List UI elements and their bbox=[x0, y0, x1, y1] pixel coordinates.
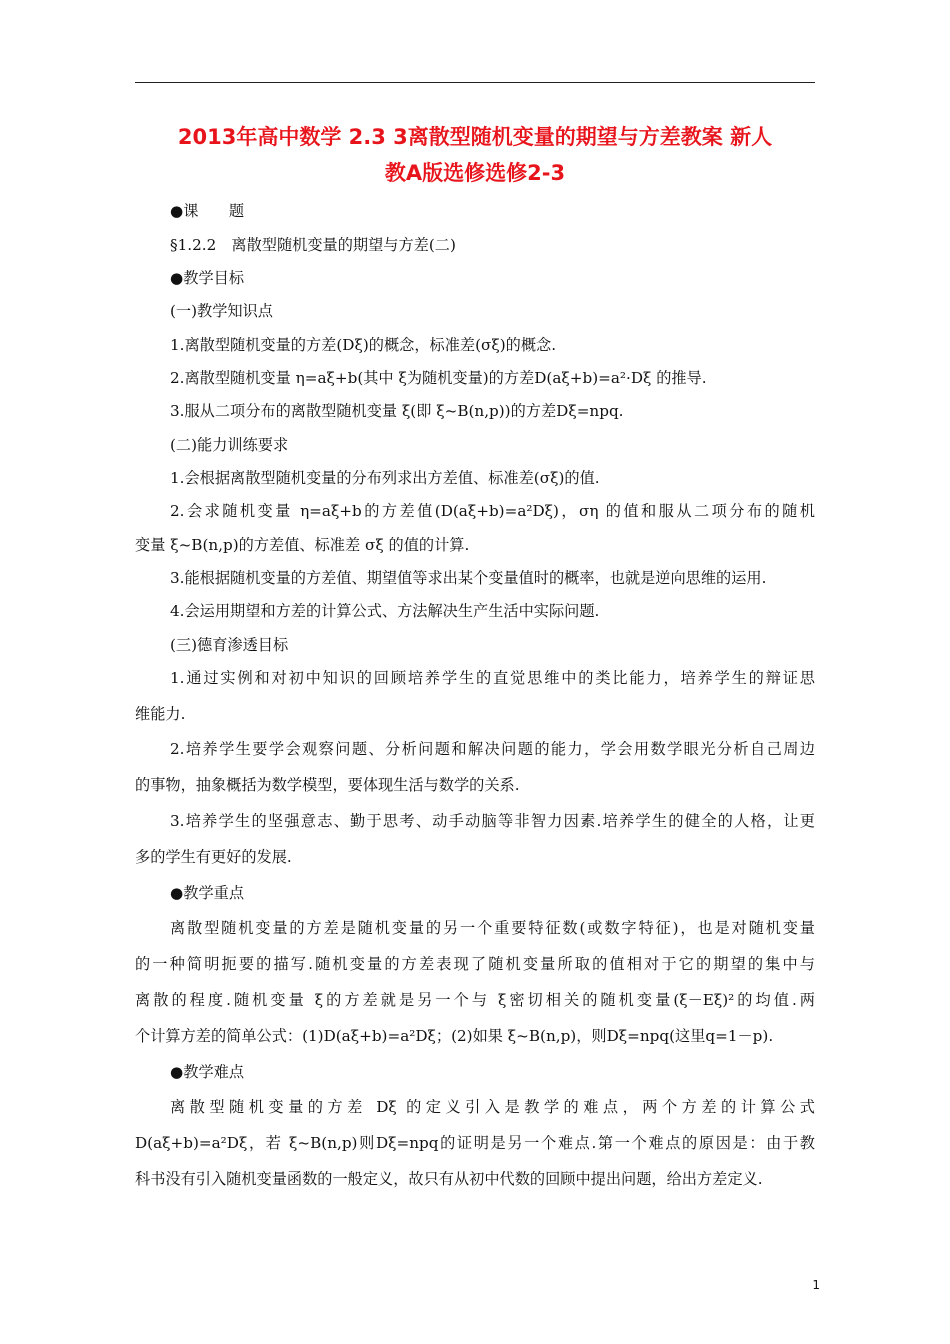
key-points-line2: 的一种简明扼要的描写.随机变量的方差表现了随机变量所取的值相对于它的期望的集中与 bbox=[135, 955, 815, 973]
subheading-knowledge: (一)教学知识点 bbox=[170, 302, 273, 320]
subheading-ability: (二)能力训练要求 bbox=[170, 436, 289, 454]
key-points-line1: 离散型随机变量的方差是随机变量的另一个重要特征数(或数字特征)，也是对随机变量 bbox=[170, 919, 815, 937]
knowledge-item-2: 2.离散型随机变量 η=aξ+b(其中 ξ为随机变量)的方差D(aξ+b)=a²·Dξ 的推导. bbox=[170, 369, 707, 387]
knowledge-item-3: 3.服从二项分布的离散型随机变量 ξ(即 ξ~B(n,p))的方差Dξ=npq. bbox=[170, 402, 624, 420]
moral-item-3-line1: 3.培养学生的坚强意志、勤于思考、动手动脑等非智力因素.培养学生的健全的人格，让更 bbox=[170, 812, 815, 830]
ability-item-3: 3.能根据随机变量的方差值、期望值等求出某个变量值时的概率，也就是逆向思维的运用. bbox=[170, 569, 767, 587]
header-rule bbox=[135, 82, 815, 83]
moral-item-2-line2: 的事物，抽象概括为数学模型，要体现生活与数学的关系. bbox=[135, 776, 520, 794]
document-title-line1: 2013年高中数学 2.3 3离散型随机变量的期望与方差教案 新人 bbox=[177, 125, 773, 149]
section-heading-topic: ●课 题 bbox=[170, 202, 245, 220]
section-heading-objectives: ●教学目标 bbox=[170, 269, 245, 287]
moral-item-1-line2: 维能力. bbox=[135, 705, 186, 723]
page-number: 1 bbox=[812, 1278, 820, 1292]
difficulties-line2: D(aξ+b)=a²Dξ，若 ξ~B(n,p)则Dξ=npq的证明是另一个难点.第一个难点的原因是：由于教 bbox=[135, 1134, 815, 1152]
moral-item-3-line2: 多的学生有更好的发展. bbox=[135, 848, 292, 866]
subheading-moral: (三)德育渗透目标 bbox=[170, 636, 289, 654]
moral-item-1-line1: 1.通过实例和对初中知识的回顾培养学生的直觉思维中的类比能力，培养学生的辩证思 bbox=[170, 669, 815, 687]
key-points-line4: 个计算方差的简单公式：(1)D(aξ+b)=a²Dξ；(2)如果 ξ~B(n,p)，则Dξ=npq(这里q=1－p). bbox=[135, 1027, 774, 1045]
moral-item-2-line1: 2.培养学生要学会观察问题、分析问题和解决问题的能力，学会用数学眼光分析自己周边 bbox=[170, 740, 815, 758]
difficulties-line3: 科书没有引入随机变量函数的一般定义，故只有从初中代数的回顾中提出问题，给出方差定义. bbox=[135, 1170, 763, 1188]
key-points-line3: 离散的程度.随机变量 ξ的方差就是另一个与 ξ密切相关的随机变量(ξ－Eξ)²的均值.两 bbox=[135, 991, 815, 1009]
ability-item-2-line1: 2.会求随机变量 η=aξ+b的方差值(D(aξ+b)=a²Dξ)，ση 的值和服从二项分布的随机 bbox=[170, 502, 815, 520]
ability-item-4: 4.会运用期望和方差的计算公式、方法解决生产生活中实际问题. bbox=[170, 602, 600, 620]
knowledge-item-1: 1.离散型随机变量的方差(Dξ)的概念，标准差(σξ)的概念. bbox=[170, 336, 557, 354]
ability-item-1: 1.会根据离散型随机变量的分布列求出方差值、标准差(σξ)的值. bbox=[170, 469, 600, 487]
topic-text: §1.2.2 离散型随机变量的期望与方差(二) bbox=[170, 236, 456, 254]
difficulties-line1: 离散型随机变量的方差 Dξ 的定义引入是教学的难点，两个方差的计算公式 bbox=[170, 1098, 815, 1116]
ability-item-2-line2: 变量 ξ~B(n,p)的方差值、标准差 σξ 的值的计算. bbox=[135, 536, 470, 554]
section-heading-key-points: ●教学重点 bbox=[170, 884, 245, 902]
document-title-line2: 教A版选修选修2-3 bbox=[384, 161, 566, 185]
section-heading-difficulties: ●教学难点 bbox=[170, 1063, 245, 1081]
